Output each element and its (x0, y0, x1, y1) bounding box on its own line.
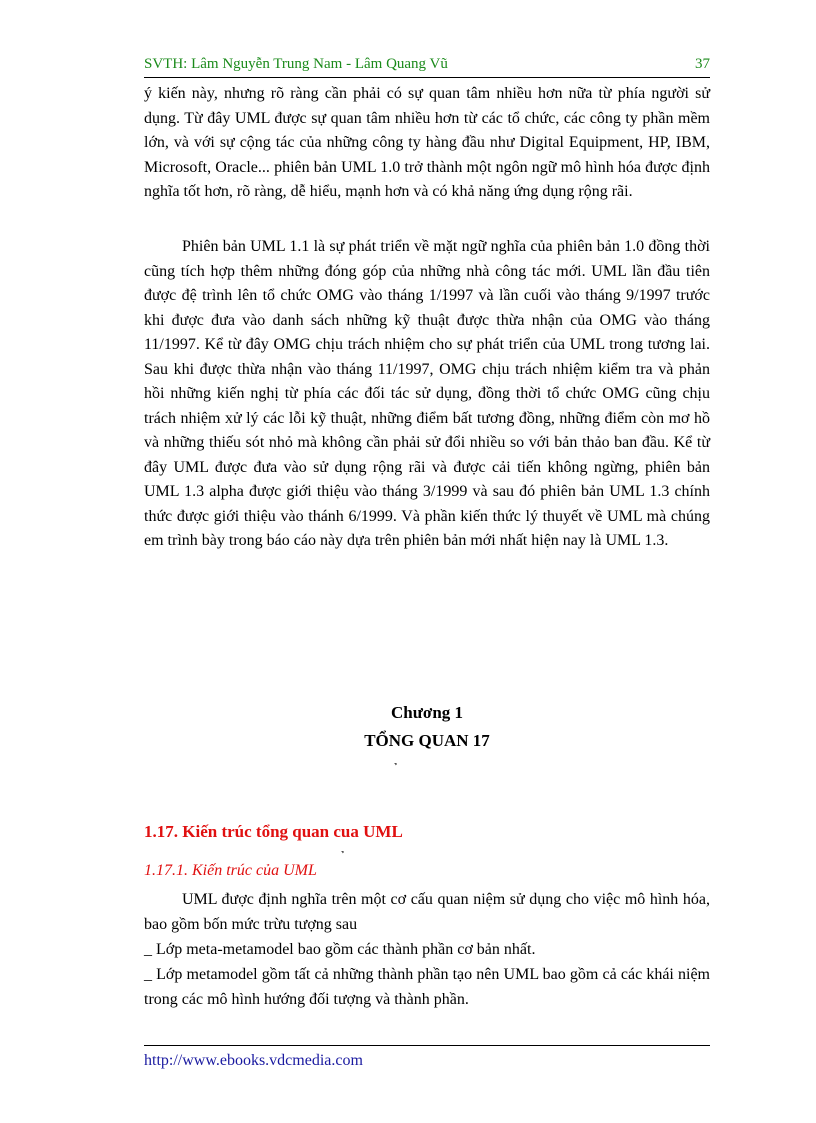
section-heading: 1.17. Kiến trúc tổng quan cua UML (144, 822, 403, 841)
paragraph-1: ý kiến này, nhưng rõ ràng cần phải có sự quan tâm nhiều hơn nữa từ phía người sử dụng. Từ đây UML được sự quan tâm nhiều hơn từ các tổ chức, các công ty phần mềm lớn, và với sự cộng tác của những công ty hàng đầu như Digital Equipment, HP, IBM, Microsoft, Oracle... phiên bản UML 1.0 trở thành một ngôn ngữ mô hình hóa được định nghĩa tốt hơn, rõ ràng, dễ hiểu, mạnh hơn và có khả năng ứng dụng rộng rãi. (144, 85, 710, 200)
page-header (144, 53, 710, 78)
section-paragraph: UML được định nghĩa trên một cơ cấu quan niệm sử dụng cho việc mô hình hóa, bao gồm bốn mức trừu tượng sau (144, 891, 710, 933)
header-page-number: 37 (695, 56, 710, 72)
paragraph-2: Phiên bản UML 1.1 là sự phát triển về mặt ngữ nghĩa của phiên bản 1.0 đồng thời cũng tích hợp thêm những đóng góp của những nhà công tác mới. UML lần đầu tiên được đệ trình lên tổ chức OMG vào tháng 1/1997 và lần cuối vào tháng 9/1997 trước khi được đưa vào danh sách những kỹ thuật được thừa nhận của OMG vào tháng 11/1997. Kể từ đây OMG chịu trách nhiệm cho sự phát triển của UML trong tương lai. Sau khi được thừa nhận vào tháng 11/1997, OMG chịu trách nhiệm kiểm tra và phản hồi những kiến nghị từ phía các đối tác sử dụng, đồng thời tổ chức OMG cũng chịu trách nhiệm xử lý các lỗi kỹ thuật, những điểm bất tương đồng, những điểm còn mơ hồ và những thiếu sót nhỏ mà không cần phải sử đổi nhiều so với bản thảo ban đầu. Kể từ đây UML được đưa vào sử dụng rộng rãi và được cải tiến không ngừng, phiên bản UML 1.3 alpha được giới thiệu vào tháng 3/1999 và sau đó phiên bản UML 1.3 chính thức được giới thiệu vào thánh 6/1999. Và phần kiến thức lý thuyết về UML mà chúng em trình bày trong báo cáo này dựa trên phiên bản mới nhất hiện nay là UML 1.3. (144, 238, 710, 549)
footer-divider (144, 1045, 710, 1046)
subsection-heading: 1.17.1. Kiến trúc của UML (144, 862, 317, 879)
chapter-title: TỔNG QUAN 17 (364, 731, 490, 750)
header-authors: SVTH: Lâm Nguyễn Trung Nam - Lâm Quang Vũ (144, 56, 448, 72)
list-item: _ Lớp meta-metamodel bao gồm các thành phần cơ bản nhất. (144, 941, 536, 958)
list-item: _ Lớp metamodel gồm tất cả những thành phần tạo nên UML bao gồm cả các khái niệm trong các mô hình hướng đối tượng và thành phần. (144, 966, 710, 1008)
chapter-number: Chương 1 (390, 703, 464, 722)
footer-url-link[interactable]: http://www.ebooks.vdcmedia.com (144, 1052, 363, 1069)
